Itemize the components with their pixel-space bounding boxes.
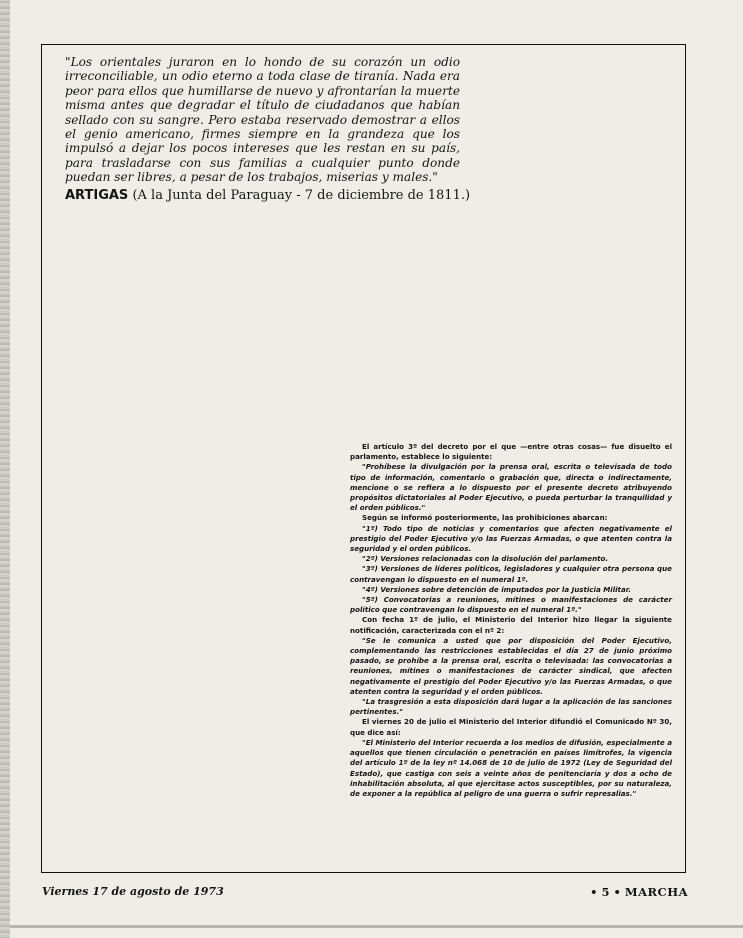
article-paragraph: "Prohíbese la divulgación por la prensa oral, escrita o televisada de todo tipo de información, comentario o grabación que, directa o indirectamente, mencione o se refiera a lo dispuesto por el presente decreto atribuyendo propósitos dictatoriales al Poder Ejecutivo, o pueda perturbar la tranquilidad y el orden públicos." xyxy=(350,462,672,513)
article-paragraph: Con fecha 1º de julio, el Ministerio del Interior hizo llegar la siguiente notificación, caracterizada con el nº 2: xyxy=(350,615,672,635)
quote-source: (A la Junta del Paraguay - 7 de diciembre de 1811.) xyxy=(132,188,471,203)
decree-article xyxy=(350,442,672,799)
page-number: • 5 • xyxy=(590,885,621,899)
article-paragraph: "1º) Todo tipo de noticias y comentarios que afecten negativamente el prestigio del Poder Ejecutivo y/o las Fuerzas Armadas, o que atenten contra la seguridad y el orden públicos. xyxy=(350,523,672,554)
article-paragraph: El viernes 20 de julio el Ministerio del Interior difundió el Comunicado Nº 30, que dice así: xyxy=(350,717,672,737)
article-paragraph: "La trasgresión a esta disposición dará lugar a la aplicación de las sanciones pertinentes." xyxy=(350,697,672,717)
page-binding-shadow xyxy=(0,0,10,938)
article-paragraph: "El Ministerio del Interior recuerda a los medios de difusión, especialmente a aquellos que tienen circulación o penetración en países limítrofes, la vigencia del artículo 1º de la ley nº 14.068 de 10 de julio de 1972 (Ley de Seguridad del Estado), que castiga con seis a veinte años de penitenciaría y dos a ocho de inhabilitación absoluta, al que ejercitase actos susceptibles, por su naturaleza, de exponer a la república al peligro de una guerra o sufrir represalias." xyxy=(350,737,672,798)
article-paragraph: El artículo 3º del decreto por el que —entre otras cosas— fue disuelto el parlamento, establece lo siguiente: xyxy=(350,442,672,462)
article-paragraph: "5º) Convocatorias a reuniones, mítines o manifestaciones de carácter político que contravengan lo dispuesto en el numeral 1º." xyxy=(350,595,672,615)
quote-attribution xyxy=(65,188,495,204)
article-paragraph: Según se informó posteriormente, las prohibiciones abarcan: xyxy=(362,513,608,523)
footer-page-info xyxy=(590,885,688,899)
quote-author: ARTIGAS xyxy=(65,188,129,203)
footer-date: Viernes 17 de agosto de 1973 xyxy=(42,885,224,898)
article-paragraph: "4º) Versiones sobre detención de imputados por la Justicia Militar. xyxy=(362,584,631,594)
article-paragraph: "3º) Versiones de líderes políticos, legisladores y cualquier otra persona que contravengan lo dispuesto en el numeral 1º. xyxy=(350,564,672,584)
artigas-quote: "Los orientales juraron en lo hondo de su corazón un odio irreconciliable, un odio eterno a toda clase de tiranía. Nada era peor para ellos que humillarse de nuevo y afrontarían la muerte misma antes que degradar el título de ciudadanos que habían sellado con su sangre. Pero estaba reservado demostrar a ellos el genio americano, firmes siempre en la grandeza que los impulsó a dejar los pocos intereses que les restan en su país, para trasladarse con sus familias a cualquier punto donde puedan ser libres, a pesar de los trabajos, miserias y males." xyxy=(65,55,460,185)
article-paragraph: "Se le comunica a usted que por disposición del Poder Ejecutivo, complementando las restricciones establecidas el día 27 de junio próximo pasado, se prohíbe a la prensa oral, escrita o televisada: las convocatorias a reuniones, mítines o manifestaciones de carácter sindical, que afecten negativamente el prestigio del Poder Ejecutivo y/o las Fuerzas Armadas, o que atenten contra la seguridad y el orden públicos. xyxy=(350,635,672,696)
magazine-name: MARCHA xyxy=(624,885,688,899)
bottom-edge xyxy=(10,925,743,928)
article-paragraph: "2º) Versiones relacionadas con la disolución del parlamento. xyxy=(362,554,609,564)
